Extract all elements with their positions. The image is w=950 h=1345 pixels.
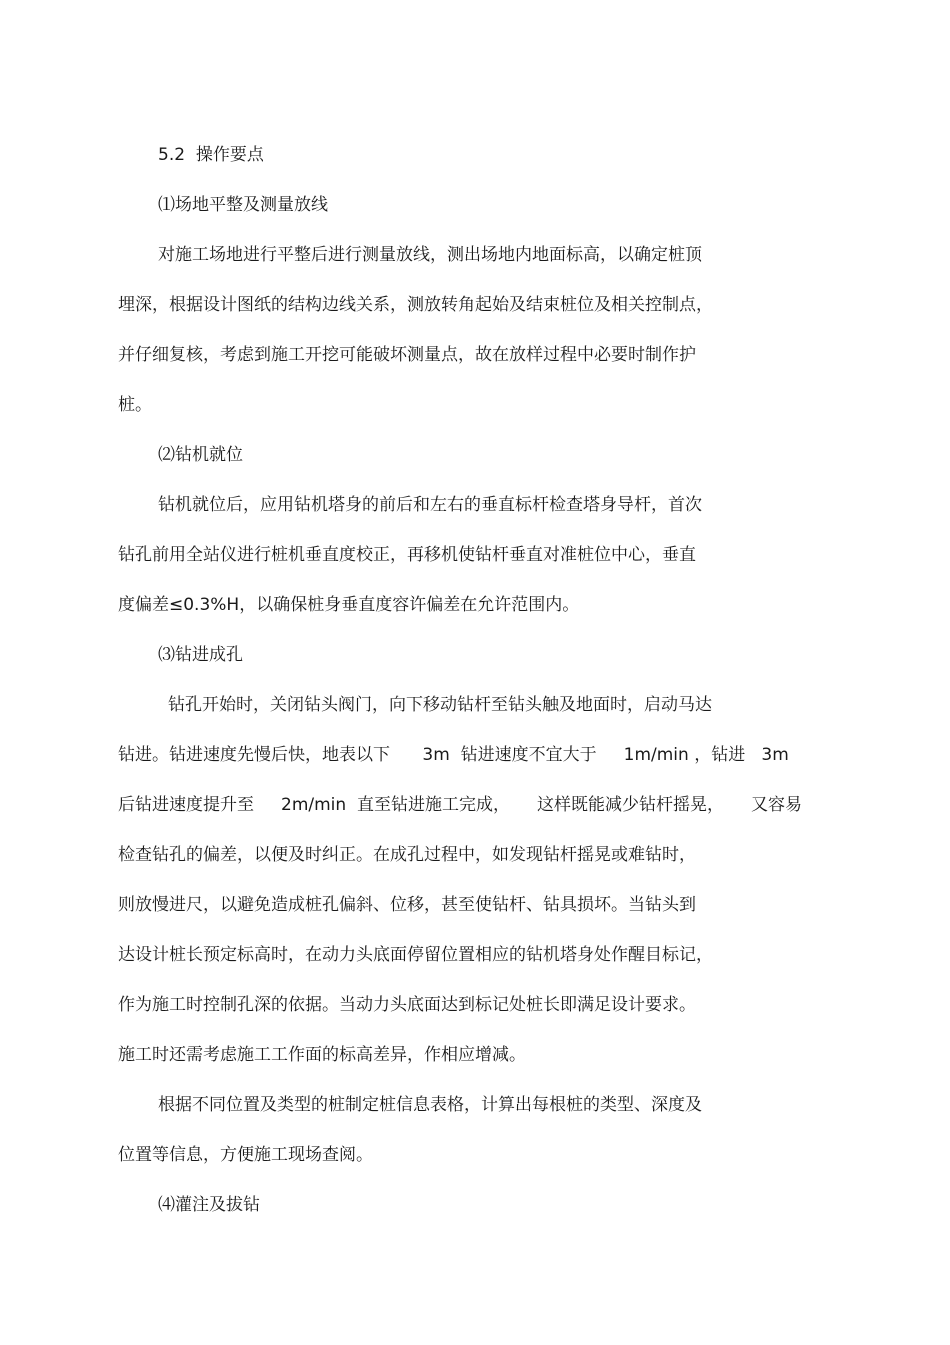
- paragraph-line: 根据不同位置及类型的桩制定桩信息表格，计算出每根桩的类型、深度及: [158, 1095, 702, 1115]
- paragraph-line: 施工时还需考虑施工工作面的标高差异，作相应增减。: [118, 1045, 526, 1065]
- paragraph-line: 则放慢进尺，以避免造成桩孔偏斜、位移，甚至使钻杆、钻具损坏。当钻头到: [118, 895, 696, 915]
- paragraph-line: 检查钻孔的偏差，以便及时纠正。在成孔过程中，如发现钻杆摇晃或难钻时，: [118, 845, 696, 865]
- paragraph-line: 并仔细复核，考虑到施工开挖可能破坏测量点，故在放样过程中必要时制作护: [118, 345, 696, 365]
- subsection-title-4: ⑷灌注及拔钻: [158, 1195, 260, 1215]
- paragraph-line: 钻孔开始时，关闭钻头阀门，向下移动钻杆至钻头触及地面时，启动马达: [168, 695, 712, 715]
- paragraph-line: 度偏差≤0.3%H，以确保桩身垂直度容许偏差在允许范围内。: [118, 595, 580, 615]
- paragraph-line: 对施工场地进行平整后进行测量放线，测出场地内地面标高，以确定桩顶: [158, 245, 702, 265]
- subsection-title-3: ⑶钻进成孔: [158, 645, 243, 665]
- paragraph-line: 钻机就位后，应用钻机塔身的前后和左右的垂直标杆检查塔身导杆，首次: [158, 495, 702, 515]
- paragraph-line: 达设计桩长预定标高时，在动力头底面停留位置相应的钻机塔身处作醒目标记，: [118, 945, 713, 965]
- paragraph-line: 作为施工时控制孔深的依据。当动力头底面达到标记处桩长即满足设计要求。: [118, 995, 696, 1015]
- section-heading: 5.2 操作要点: [158, 145, 264, 165]
- subsection-title-1: ⑴场地平整及测量放线: [158, 195, 328, 215]
- paragraph-line: 位置等信息，方便施工现场查阅。: [118, 1145, 373, 1165]
- paragraph-line: 埋深，根据设计图纸的结构边线关系，测放转角起始及结束桩位及相关控制点，: [118, 295, 713, 315]
- subsection-title-2: ⑵钻机就位: [158, 445, 243, 465]
- paragraph-line: 钻孔前用全站仪进行桩机垂直度校正，再移机使钻杆垂直对准桩位中心，垂直: [118, 545, 696, 565]
- paragraph-line: 钻进。钻进速度先慢后快，地表以下 3m 钻进速度不宜大于 1m/min ，钻进 3m: [118, 745, 789, 765]
- paragraph-line: 后钻进速度提升至 2m/min 直至钻进施工完成， 这样既能减少钻杆摇晃， 又容易: [118, 795, 803, 815]
- paragraph-line: 桩。: [118, 395, 152, 415]
